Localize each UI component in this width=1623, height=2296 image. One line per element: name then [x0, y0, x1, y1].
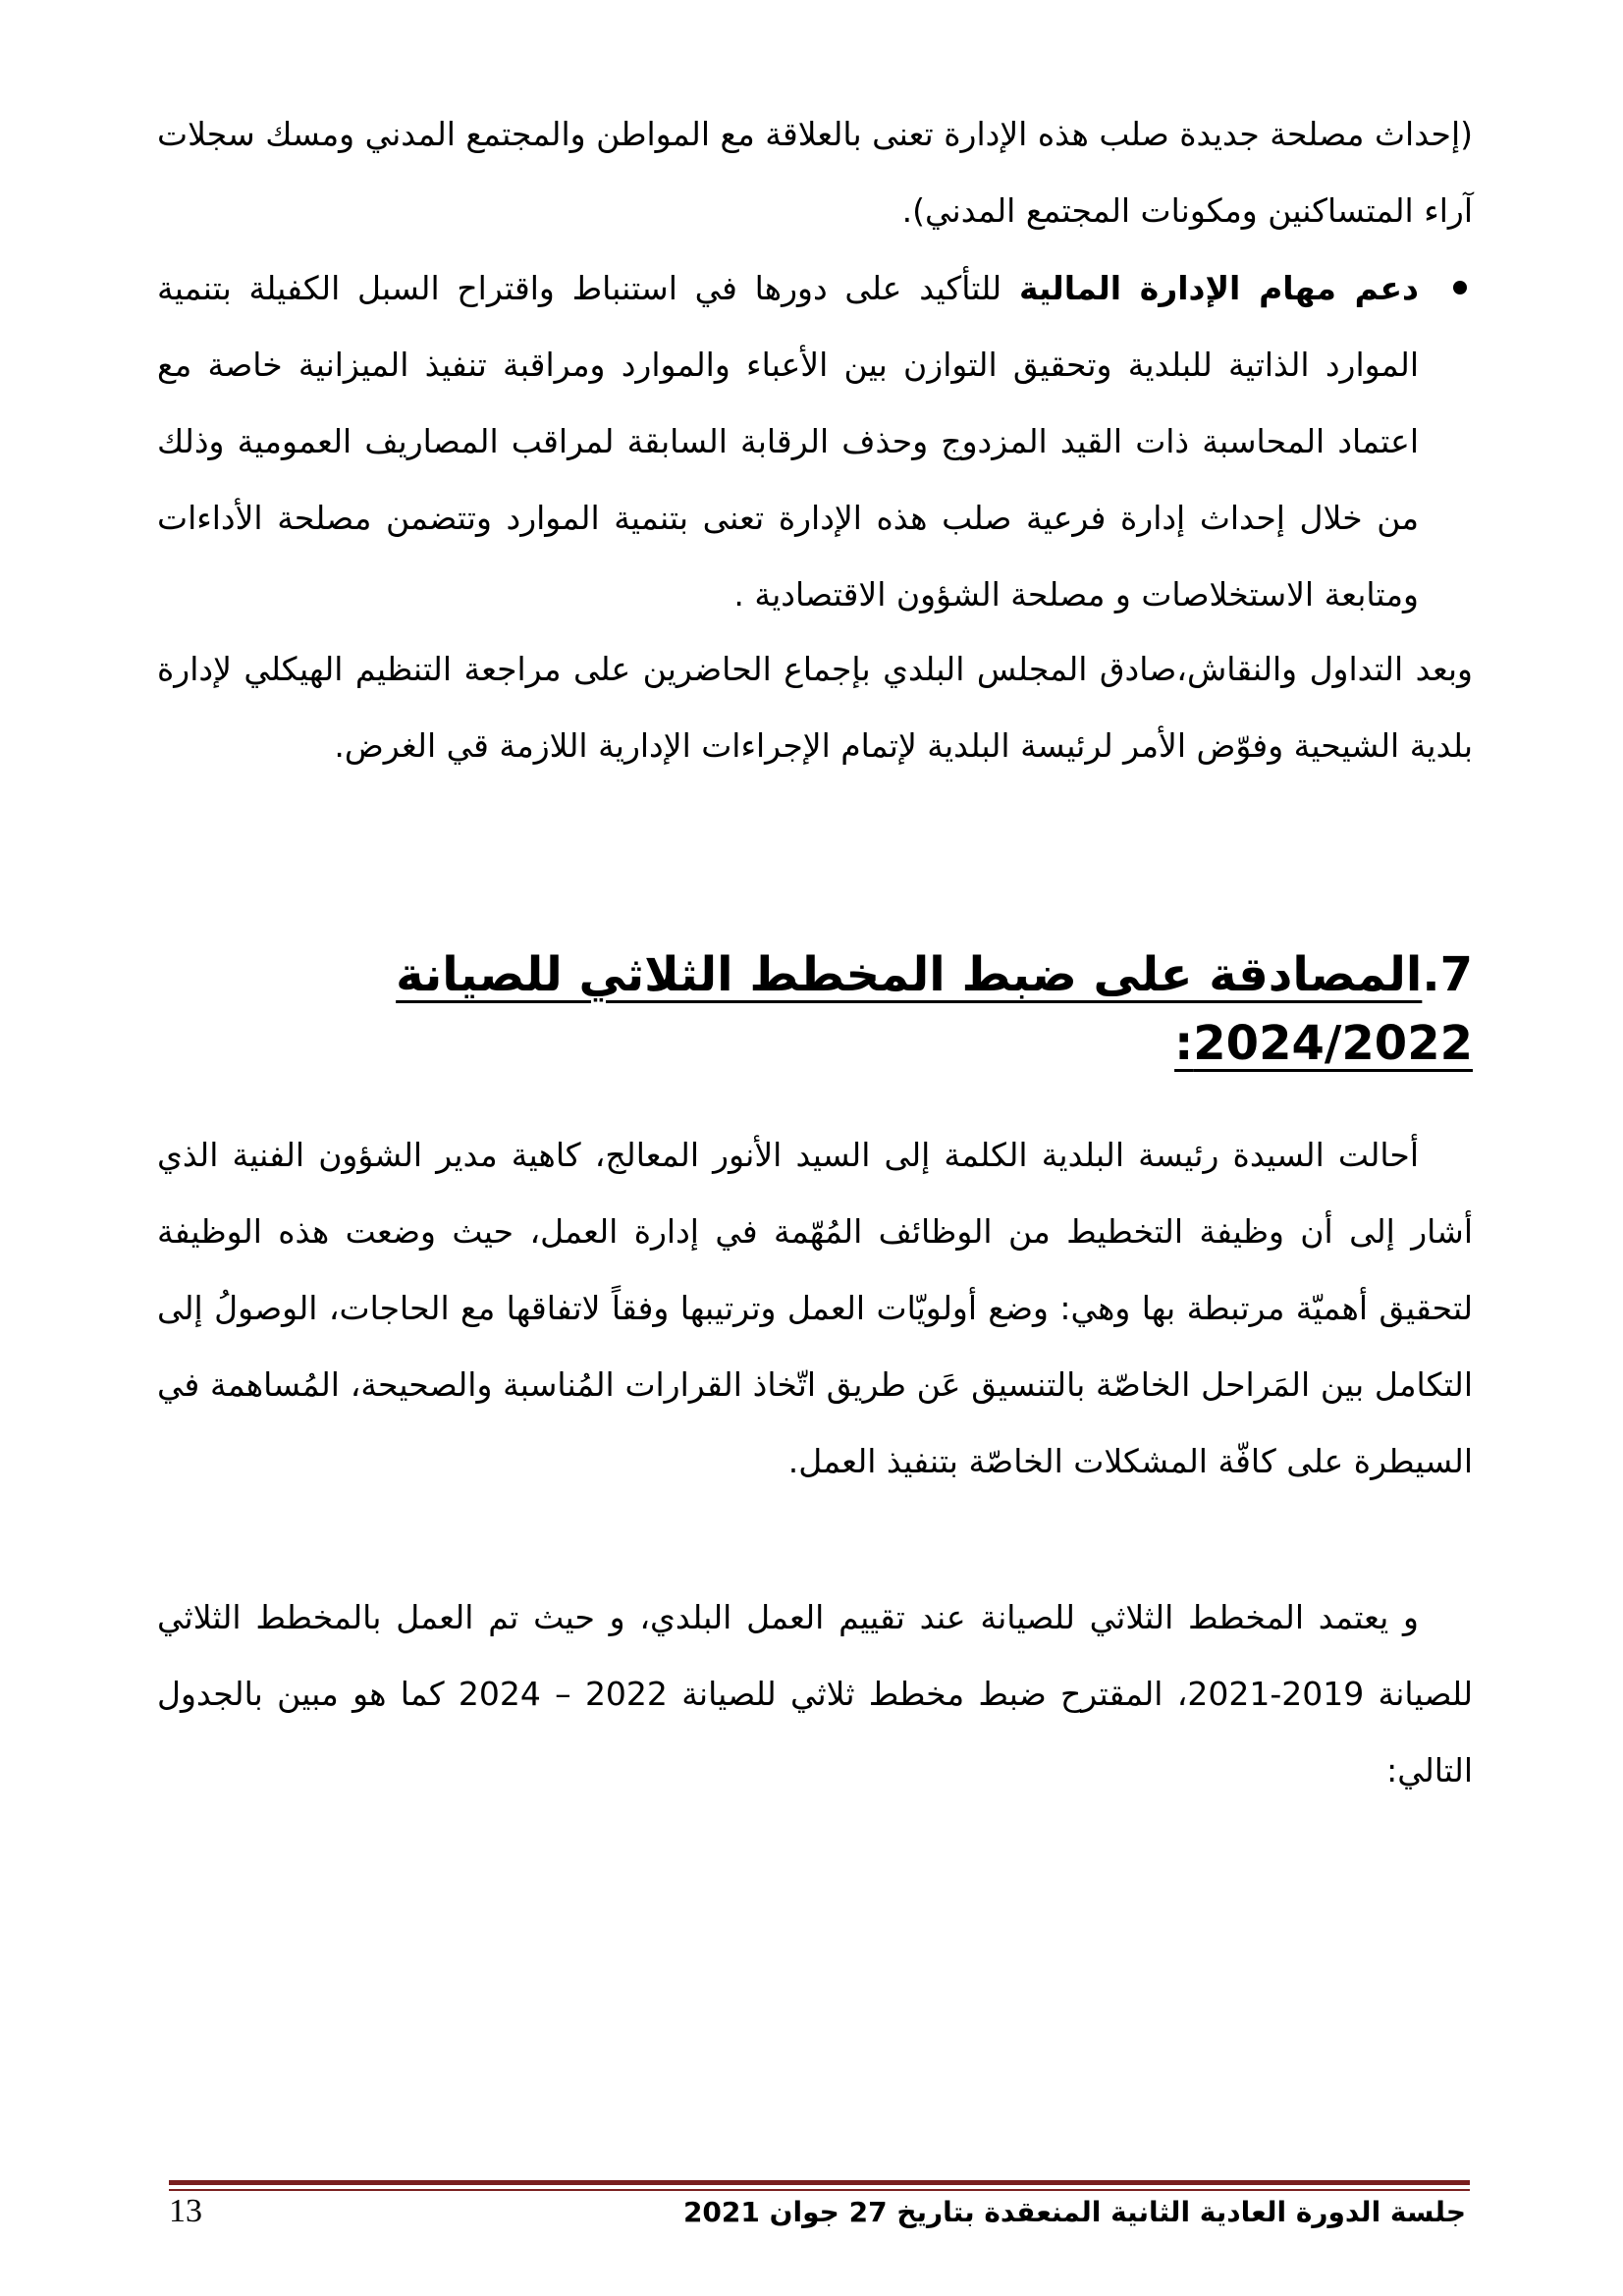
bullet-list	[157, 250, 1473, 633]
bullet-text: للتأكيد على دورها في استنباط واقتراح السبل الكفيلة بتنمية الموارد الذاتية للبلدية وتحقيق التوازن بين الأعباء والموارد ومراقبة تنفيذ الميزانية خاصة مع اعتماد المحاسبة ذات القيد المزدوج وحذف الرقابة السابقة لمراقب المصاريف العمومية وذلك من خلال إحداث إدارة فرعية صلب هذه الإدارة تعنى بتنمية الموارد وتتضمن مصلحة الأداءات ومتابعة الاستخلاصات و مصلحة الشؤون الاقتصادية .	[157, 269, 1419, 614]
referral-paragraph: أحالت السيدة رئيسة البلدية الكلمة إلى السيد الأنور المعالج، كاهية مدير الشؤون الفنية الذي أشار إلى أن وظيفة التخطيط من الوظائف المُهّمة في إدارة العمل، حيث وضعت هذه الوظيفة لتحقيق أهميّة مرتبطة بها وهي: وضع أولويّات العمل وترتيبها وفقاً لاتفاقها مع الحاجات، الوصولُ إلى التكامل بين المَراحل الخاصّة بالتنسيق عَن طريق اتّخاذ القرارات المُناسبة والصحيحة، المُساهمة في السيطرة على كافّة المشكلات الخاصّة بتنفيذ العمل.	[157, 1136, 1473, 1480]
plan-paragraph: و يعتمد المخطط الثلاثي للصيانة عند تقييم العمل البلدي، و حيث تم العمل بالمخطط الثلاثي للصيانة 2019-2021، المقترح ضبط مخطط ثلاثي للصيانة 2022 – 2024 كما هو مبين بالجدول التالي:	[157, 1598, 1474, 1789]
bullet-item-finance	[157, 250, 1473, 633]
council-decision-paragraph: وبعد التداول والنقاش،صادق المجلس البلدي بإجماع الحاضرين على مراجعة التنظيم الهيكلي لإدارة بلدية الشيحية وفوّض الأمر لرئيسة البلدية لإتمام الإجراءات الإدارية اللازمة قي الغرض.	[157, 650, 1473, 765]
intro-paragraph: (إحداث مصلحة جديدة صلب هذه الإدارة تعنى بالعلاقة مع المواطن والمجتمع المدني ومسك سجلات آراء المتساكنين ومكونات المجتمع المدني).	[157, 115, 1473, 230]
bullet-dot-icon	[1453, 281, 1467, 294]
section-title: المصادقة على ضبط المخطط الثلاثي للصيانة 2024/2022:	[396, 947, 1473, 1071]
footer-rule-thin	[169, 2189, 1470, 2191]
footer-session-text: جلسة الدورة العادية الثانية المنعقدة بتاريخ 27 جوان 2021	[682, 2196, 1466, 2228]
section-heading	[157, 940, 1473, 1078]
footer-rule-thick	[169, 2180, 1470, 2185]
section-number: 7.	[1422, 947, 1473, 1002]
bullet-bold-lead: دعم مهام الإدارة المالية	[1018, 269, 1419, 307]
page-number: 13	[169, 2193, 202, 2229]
